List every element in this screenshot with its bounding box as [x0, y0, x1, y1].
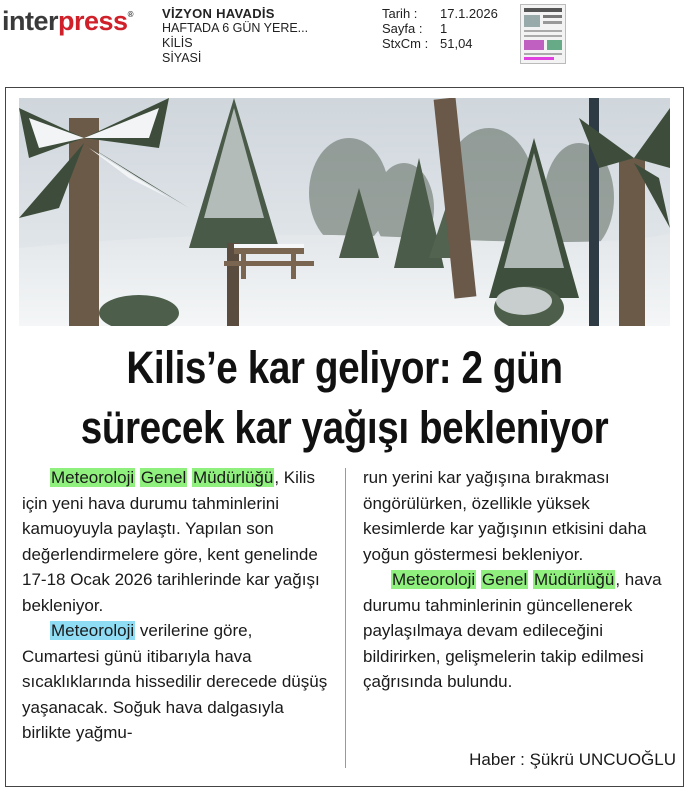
- paragraph: [363, 567, 672, 695]
- registered-mark: ®: [127, 10, 133, 19]
- article-column-1: [22, 465, 329, 746]
- logo-accent-text: press: [58, 6, 128, 36]
- paragraph-text: verilerine göre, Cumartesi günü itibarıyla hava sıcaklıklarında hissedilir derecede düşüş yaşanacak. Soğuk hava dalgasıyla birlikte yağmu-: [22, 621, 328, 742]
- highlight-term: Meteoroloji: [392, 570, 476, 589]
- logo-main-text: inter: [2, 6, 59, 36]
- paragraph-text: , hava durumu tahminlerinin güncellenerek paylaşılmaya devam edileceğini bildirirken, gelişmelerin takip edilmesi çağrısında bulundu.: [363, 570, 662, 691]
- city-label: KİLİS: [162, 36, 193, 50]
- headline-line-2: sürecek kar yağışı bekleniyor: [80, 402, 609, 453]
- article-clipping: [5, 87, 684, 787]
- highlight-term: Genel: [140, 468, 187, 487]
- snowy-park-photo: [19, 98, 670, 326]
- meta-stxcm: 51,04: [440, 36, 473, 51]
- clipping-meta: [382, 6, 498, 51]
- category-label: SİYASİ: [162, 51, 202, 65]
- meta-page: 1: [440, 21, 448, 36]
- highlight-term: Genel: [481, 570, 528, 589]
- paragraph-text: , Kilis için yeni hava durumu tahminlerini kamuoyuyla paylaştı. Yapılan son değerlendirmelere göre, kent genelinde 17-18 Ocak 2026 tarihlerinde kar yağışı bekleniyor.: [22, 468, 320, 615]
- headline-line-1: Kilis’e kar geliyor: 2 gün: [126, 342, 563, 393]
- interpress-logo: [2, 6, 133, 37]
- snowy-park-illustration: [19, 98, 670, 326]
- article-summary: HAFTADA 6 GÜN YERE...: [162, 21, 309, 35]
- column-divider: [345, 468, 346, 768]
- publication-info: [162, 6, 308, 66]
- highlight-term: Meteoroloji: [51, 621, 135, 640]
- highlight-term: Müdürlüğü: [534, 570, 615, 589]
- paragraph: [22, 465, 329, 618]
- publication-name: VİZYON HAVADİS: [162, 6, 275, 21]
- meta-page-row: Sayfa : 1: [382, 21, 448, 36]
- paragraph: [22, 618, 329, 746]
- page-thumbnail[interactable]: [520, 4, 566, 64]
- paragraph: run yerini kar yağışına bırakması öngörülürken, özellikle yüksek kesimlerde kar yağışının etkisini daha yoğun göstermesi bekleniyor.: [363, 468, 647, 564]
- meta-date-row: Tarih : 17.1.2026: [382, 6, 498, 21]
- highlight-term: Müdürlüğü: [193, 468, 274, 487]
- byline: Haber : Şükrü UNCUOĞLU: [469, 750, 676, 769]
- highlight-term: Meteoroloji: [51, 468, 135, 487]
- meta-date: 17.1.2026: [440, 6, 498, 21]
- article-column-2: [363, 465, 672, 695]
- meta-stxcm-row: StxCm : 51,04: [382, 36, 473, 51]
